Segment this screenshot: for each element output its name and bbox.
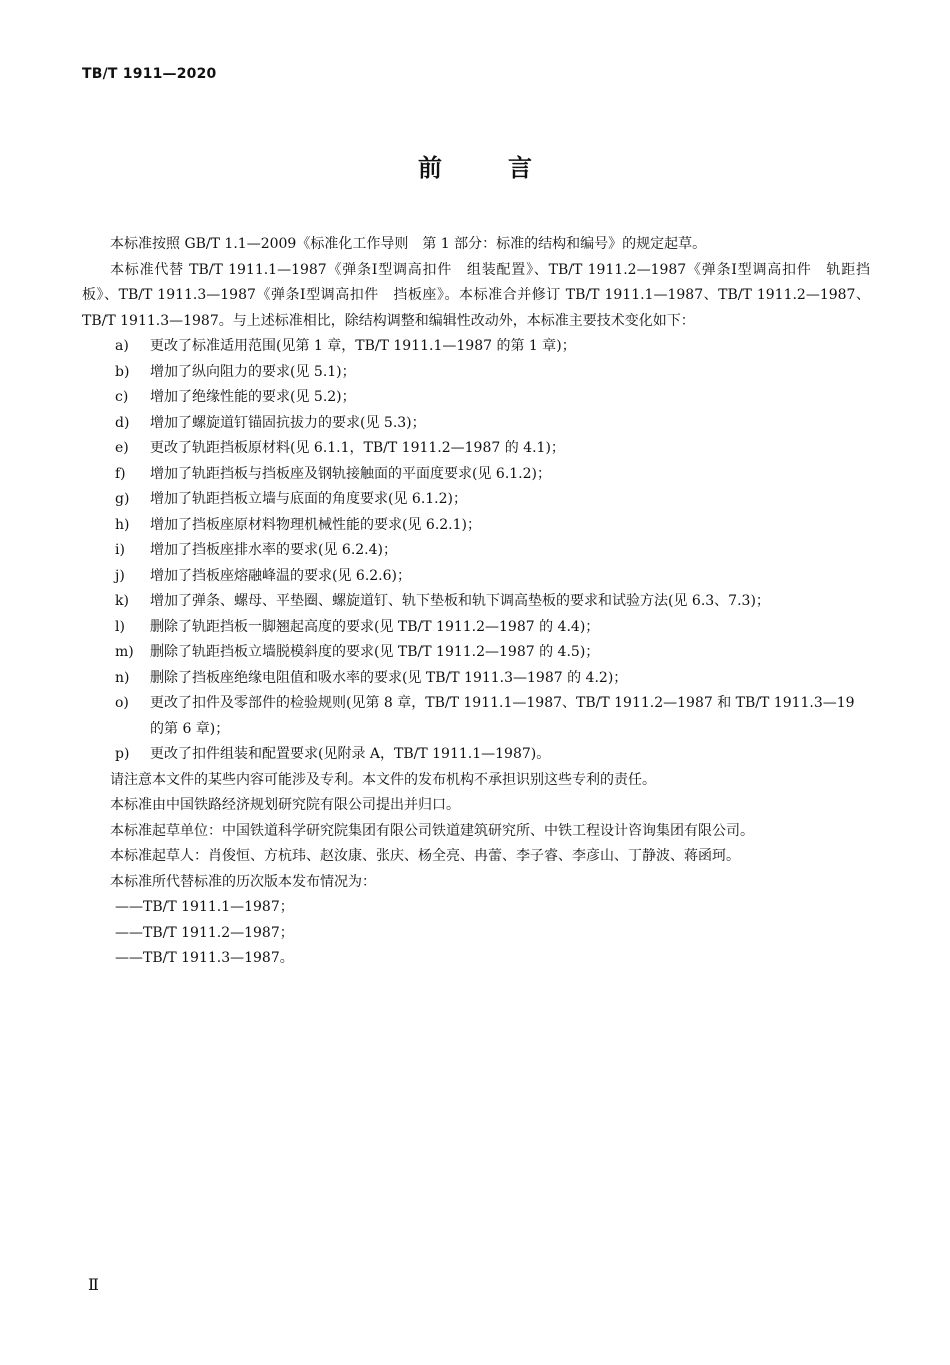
list-item-text: 增加了绝缘性能的要求(见 5.2)； bbox=[150, 389, 356, 405]
list-item bbox=[82, 360, 870, 386]
list-marker: i) bbox=[115, 542, 125, 558]
list-item bbox=[82, 462, 870, 488]
list-item bbox=[82, 436, 870, 462]
list-item-text: 删除了轨距挡板一脚翘起高度的要求(见 TB/T 1911.2—1987 的 4.4)； bbox=[150, 618, 600, 635]
list-marker: h) bbox=[115, 516, 130, 533]
list-marker: n) bbox=[115, 669, 130, 686]
list-item-text: 增加了纵向阻力的要求(见 5.1)； bbox=[150, 363, 356, 380]
list-item-text: 增加了螺旋道钉锚固抗拔力的要求(见 5.3)； bbox=[150, 414, 426, 431]
list-item bbox=[82, 334, 870, 360]
page-number: Ⅱ bbox=[88, 1275, 99, 1294]
foreword-body bbox=[82, 232, 870, 972]
drafting-units: 本标准起草单位：中国铁道科学研究院集团有限公司铁道建筑研究所、中铁工程设计咨询集团有限公司。 bbox=[110, 822, 754, 839]
list-item-text: 增加了轨距挡板立墙与底面的角度要求(见 6.1.2)； bbox=[150, 491, 467, 507]
list-item-text: 删除了轨距挡板立墙脱模斜度的要求(见 TB/T 1911.2—1987 的 4.5)； bbox=[150, 644, 600, 660]
technical-changes-list bbox=[82, 334, 870, 768]
history-list bbox=[82, 895, 870, 972]
list-item bbox=[82, 640, 870, 666]
list-item-text: 删除了挡板座绝缘电阻值和吸水率的要求(见 TB/T 1911.3—1987 的 4.2)； bbox=[150, 669, 628, 686]
standard-code-header: TB/T 1911—2020 bbox=[82, 66, 217, 82]
history-item: ——TB/T 1911.1—1987； bbox=[115, 899, 294, 915]
list-item bbox=[82, 615, 870, 641]
list-item bbox=[82, 666, 870, 692]
history-item: ——TB/T 1911.3—1987。 bbox=[115, 950, 294, 966]
list-item-text: 增加了挡板座原材料物理机械性能的要求(见 6.2.1)； bbox=[150, 516, 481, 533]
intro-paragraph: 本标准代替 TB/T 1911.1—1987《弹条Ⅰ型调高扣件 组装配置》、TB/T 1911.2—1987《弹条Ⅰ型调高扣件 轨距挡板》、TB/T 1911.3—1987《弹条Ⅰ型调高扣件 挡板座》。本标准合并修订 TB/T 1911.1—1987、TB/T 1911.2—1987、TB/T 1911.3—1987。与上述标准相比，除结构调整和编辑性改动外，本标准主要技术变化如下： bbox=[82, 261, 870, 329]
list-item-text: 增加了挡板座熔融峰温的要求(见 6.2.6)； bbox=[150, 567, 411, 584]
list-marker: g) bbox=[115, 491, 130, 507]
list-marker: o) bbox=[115, 695, 129, 711]
list-marker: j) bbox=[115, 567, 125, 584]
list-item bbox=[82, 385, 870, 411]
list-marker: m) bbox=[115, 644, 134, 660]
list-marker: l) bbox=[115, 618, 125, 635]
history-item: ——TB/T 1911.2—1987； bbox=[115, 924, 294, 941]
page-title: 前言 bbox=[418, 154, 598, 182]
proposer-statement: 本标准由中国铁路经济规划研究院有限公司提出并归口。 bbox=[110, 797, 460, 813]
list-item bbox=[82, 589, 870, 615]
list-item bbox=[82, 538, 870, 564]
list-item-text: 更改了标准适用范围(见第 1 章，TB/T 1911.1—1987 的第 1 章)； bbox=[150, 338, 576, 354]
list-marker: c) bbox=[115, 389, 129, 405]
list-marker: a) bbox=[115, 338, 129, 354]
list-item bbox=[82, 691, 870, 742]
patent-notice: 请注意本文件的某些内容可能涉及专利。本文件的发布机构不承担识别这些专利的责任。 bbox=[110, 771, 656, 788]
list-item bbox=[82, 742, 870, 768]
list-marker: d) bbox=[115, 414, 130, 431]
list-marker: b) bbox=[115, 363, 130, 380]
list-item bbox=[82, 487, 870, 513]
list-item-text: 增加了弹条、螺母、平垫圈、螺旋道钉、轨下垫板和轨下调高垫板的要求和试验方法(见 6.3、7.3)； bbox=[150, 593, 770, 609]
list-item bbox=[82, 513, 870, 539]
list-item bbox=[82, 564, 870, 590]
list-item-text: 更改了轨距挡板原材料(见 6.1.1，TB/T 1911.2—1987 的 4.1)； bbox=[150, 440, 565, 456]
list-item-text: 增加了轨距挡板与挡板座及钢轨接触面的平面度要求(见 6.1.2)； bbox=[150, 465, 551, 482]
intro-paragraph: 本标准按照 GB/T 1.1—2009《标准化工作导则 第 1 部分：标准的结构和编号》的规定起草。 bbox=[110, 236, 707, 252]
list-marker: e) bbox=[115, 440, 129, 456]
list-item-text: 更改了扣件及零部件的检验规则(见第 8 章，TB/T 1911.1—1987、TB/T 1911.2—1987 和 TB/T 1911.3—19 的第 6 章)； bbox=[150, 695, 855, 737]
list-item bbox=[82, 411, 870, 437]
list-marker: p) bbox=[115, 746, 130, 762]
list-marker: k) bbox=[115, 593, 129, 609]
drafters: 本标准起草人：肖俊恒、方杭玮、赵汝康、张庆、杨全亮、冉蕾、李子睿、李彦山、丁静波、蒋函珂。 bbox=[110, 848, 740, 864]
list-marker: f) bbox=[115, 465, 126, 482]
history-intro: 本标准所代替标准的历次版本发布情况为： bbox=[110, 873, 376, 890]
list-item-text: 增加了挡板座排水率的要求(见 6.2.4)； bbox=[150, 542, 397, 558]
list-item-text: 更改了扣件组装和配置要求(见附录 A，TB/T 1911.1—1987)。 bbox=[150, 746, 551, 762]
